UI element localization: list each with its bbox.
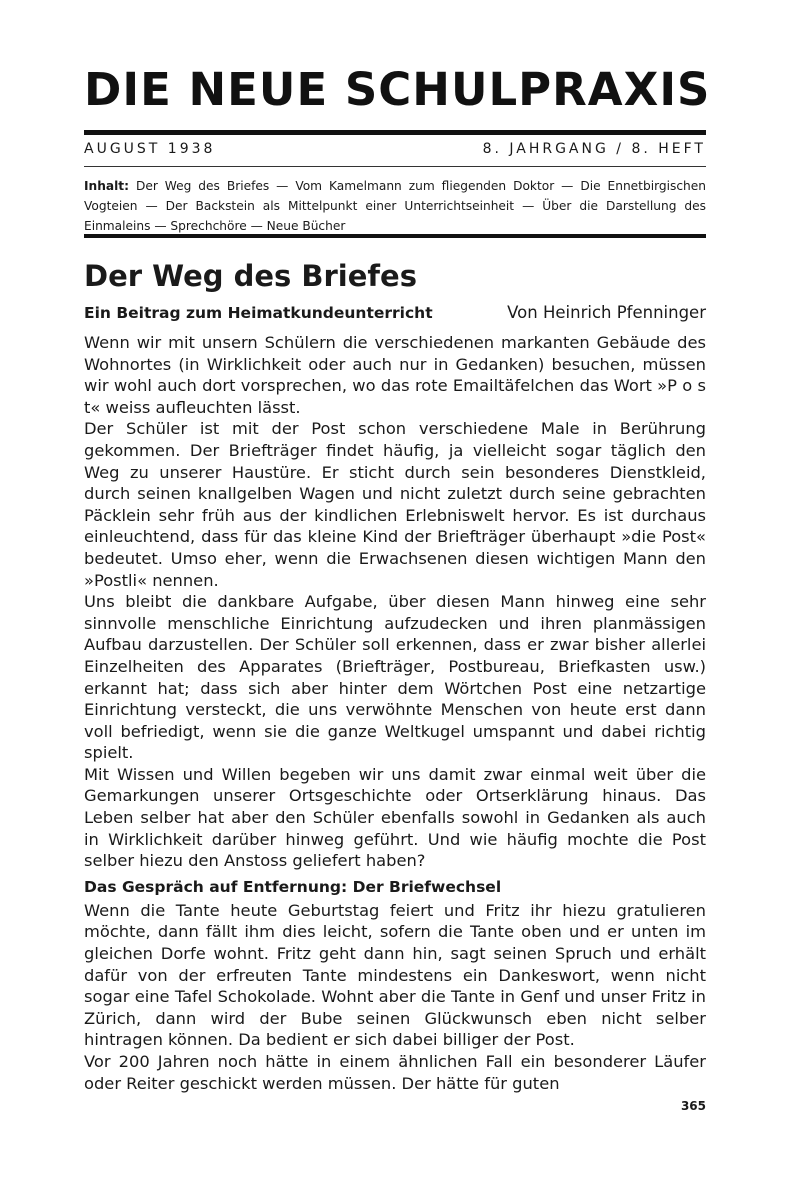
issue-divider — [84, 166, 706, 167]
issue-date: AUGUST 1938 — [84, 141, 216, 157]
masthead-title: DIE NEUE SCHULPRAXIS — [84, 63, 711, 116]
paragraph: Vor 200 Jahren noch hätte in einem ähnlichen Fall ein besonderer Läufer oder Reiter geschickt werden müssen. Der hätte für guten — [84, 1052, 706, 1093]
toc-rule — [84, 234, 706, 238]
article-author: Von Heinrich Pfenninger — [507, 303, 706, 322]
paragraph: Mit Wissen und Willen begeben wir uns damit zwar einmal weit über die Gemarkungen unserer Ortsgeschichte oder Ortserklärung hinaus. Das Leben selber hat aber den Schüler ebenfalls sowohl in Gedanken als auch in Wirklichkeit darüber hinweg geführt. Und wie häufig mochte die Post selber hiezu den Anstoss geliefert haben? — [84, 764, 706, 871]
page-number: 365 — [680, 1099, 706, 1113]
paragraph: Wenn die Tante heute Geburtstag feiert und Fritz ihr hiezu gratulieren möchte, dann fällt ihm dies leicht, sofern die Tante oben und er unten im gleichen Dorfe wohnt. Fritz geht dann hin, sagt seinen Spruch und erhält dafür von der erfreuten Tante mindestens ein Dankeswort, wenn nicht sogar eine Tafel Schokolade. Wohnt aber die Tante in Genf und unser Fritz in Zürich, dann wird der Bube seinen Glückwunsch eben nicht selber hintragen können. Da bedient er sich dabei billiger der Post. — [84, 900, 706, 1050]
article-byline — [84, 303, 706, 322]
section-heading: Das Gespräch auf Entfernung: Der Briefwechsel — [84, 877, 502, 896]
table-of-contents — [84, 176, 706, 236]
issue-volume: 8. JAHRGANG / 8. HEFT — [482, 141, 706, 157]
masthead-rule — [84, 130, 706, 135]
article-title: Der Weg des Briefes — [84, 259, 417, 293]
article-subtitle: Ein Beitrag zum Heimatkundeunterricht — [84, 304, 433, 322]
paragraph: Wenn wir mit unsern Schülern die verschiedenen markanten Gebäude des Wohnortes (in Wirklichkeit oder auch nur in Gedanken) besuchen, müssen wir wohl auch dort vorsprechen, wo das rote Emailtäfelchen das Wort »P o s t« weiss aufleuchten lässt. — [84, 333, 706, 417]
issue-info — [84, 139, 706, 159]
paragraph: Uns bleibt die dankbare Aufgabe, über diesen Mann hinweg eine sehr sinnvolle menschliche Einrichtung aufzudecken und ihren planmässigen Aufbau darzustellen. Der Schüler soll erkennen, dass er zwar bisher allerlei Einzelheiten des Apparates (Briefträger, Postbureau, Briefkasten usw.) erkannt hat; dass sich aber hinter dem Wörtchen Post eine netzartige Einrichtung versteckt, die uns verwöhnte Menschen von heute erst dann voll befriedigt, wenn sie die ganze Weltkugel umspannt und dabei richtig spielt. — [84, 592, 706, 763]
article-body — [84, 332, 706, 1094]
toc-text: Der Weg des Briefes — Vom Kamelmann zum fliegenden Doktor — Die Ennetbirgischen Vogteien — Der Backstein als Mittelpunkt einer Unterrichtseinheit — Über die Darstellung des Einmaleins — Sprechchöre — Neue Bücher — [84, 179, 706, 233]
paragraph: Der Schüler ist mit der Post schon verschiedene Male in Berührung gekommen. Der Briefträger findet häufig, ja vielleicht sogar täglich den Weg zu unserer Haustüre. Er sticht durch sein besonderes Dienstkleid, durch seinen knallgelben Wagen und nicht zuletzt durch seine gebrachten Päcklein sehr früh aus der kindlichen Erlebniswelt hervor. Es ist durchaus einleuchtend, dass für das kleine Kind der Briefträger überhaupt »die Post« bedeutet. Umso eher, wenn die Erwachsenen diesen wichtigen Mann den »Postli« nennen. — [84, 419, 706, 590]
toc-label: Inhalt: — [84, 179, 129, 193]
